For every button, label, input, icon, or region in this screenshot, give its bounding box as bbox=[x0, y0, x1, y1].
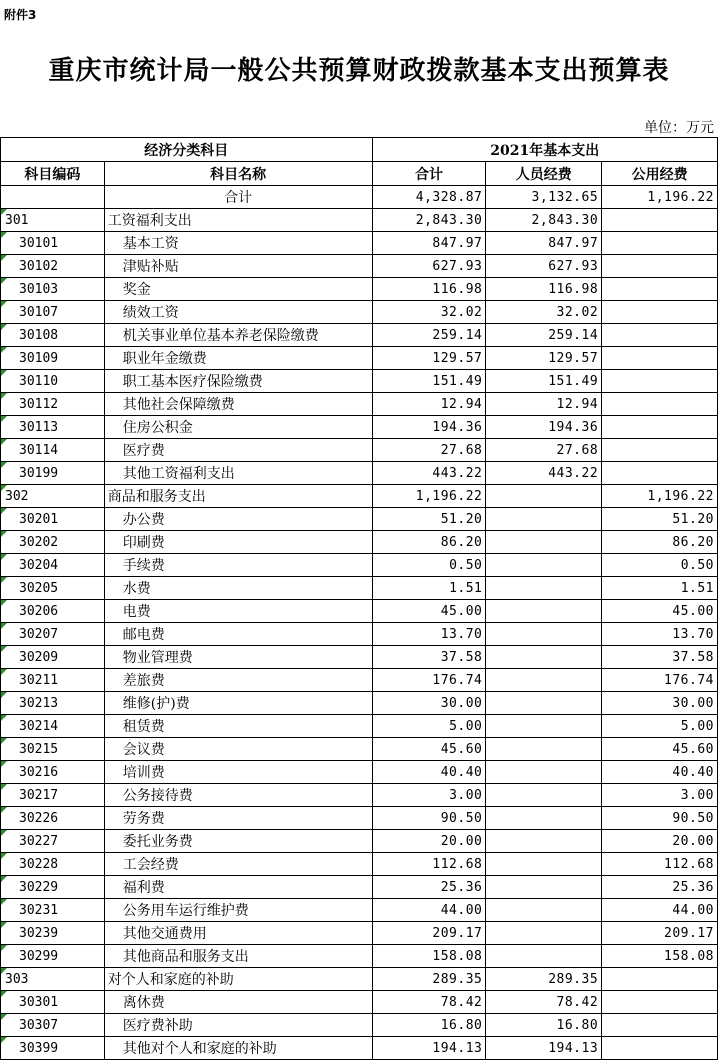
header-year-basic: 2021年基本支出 bbox=[372, 138, 717, 162]
cell-marker-icon bbox=[1, 807, 7, 813]
total-personnel: 3,132.65 bbox=[486, 186, 602, 209]
row-name: 培训费 bbox=[104, 761, 372, 784]
row-name: 公务接待费 bbox=[104, 784, 372, 807]
row-total: 44.00 bbox=[372, 899, 486, 922]
row-personnel bbox=[486, 807, 602, 830]
cell-marker-icon bbox=[1, 738, 7, 744]
row-public: 40.40 bbox=[602, 761, 718, 784]
table-row bbox=[1, 531, 718, 554]
row-total: 176.74 bbox=[372, 669, 486, 692]
row-public bbox=[602, 991, 718, 1014]
table-row bbox=[1, 715, 718, 738]
row-name: 绩效工资 bbox=[104, 301, 372, 324]
table-row bbox=[1, 462, 718, 485]
row-public bbox=[602, 416, 718, 439]
table-row bbox=[1, 554, 718, 577]
row-public: 20.00 bbox=[602, 830, 718, 853]
table-row bbox=[1, 623, 718, 646]
row-public bbox=[602, 301, 718, 324]
row-total: 289.35 bbox=[372, 968, 486, 991]
row-public: 209.17 bbox=[602, 922, 718, 945]
row-personnel: 27.68 bbox=[486, 439, 602, 462]
table-row bbox=[1, 922, 718, 945]
cell-marker-icon bbox=[1, 669, 7, 675]
row-personnel: 78.42 bbox=[486, 991, 602, 1014]
row-personnel bbox=[486, 738, 602, 761]
row-public: 1,196.22 bbox=[602, 485, 718, 508]
row-name: 职工基本医疗保险缴费 bbox=[104, 370, 372, 393]
row-name: 会议费 bbox=[104, 738, 372, 761]
row-personnel: 847.97 bbox=[486, 232, 602, 255]
row-total: 51.20 bbox=[372, 508, 486, 531]
row-code: 30205 bbox=[1, 577, 105, 600]
row-code: 30231 bbox=[1, 899, 105, 922]
row-name: 委托业务费 bbox=[104, 830, 372, 853]
row-code: 30199 bbox=[1, 462, 105, 485]
row-public: 37.58 bbox=[602, 646, 718, 669]
row-public bbox=[602, 255, 718, 278]
row-personnel: 627.93 bbox=[486, 255, 602, 278]
table-row bbox=[1, 416, 718, 439]
table-row bbox=[1, 945, 718, 968]
row-code: 30301 bbox=[1, 991, 105, 1014]
row-total: 20.00 bbox=[372, 830, 486, 853]
row-personnel: 259.14 bbox=[486, 324, 602, 347]
row-name: 其他交通费用 bbox=[104, 922, 372, 945]
cell-marker-icon bbox=[1, 991, 7, 997]
row-total: 40.40 bbox=[372, 761, 486, 784]
row-code: 30107 bbox=[1, 301, 105, 324]
row-public: 90.50 bbox=[602, 807, 718, 830]
row-code: 30113 bbox=[1, 416, 105, 439]
cell-marker-icon bbox=[1, 899, 7, 905]
table-row bbox=[1, 669, 718, 692]
row-personnel bbox=[486, 876, 602, 899]
cell-marker-icon bbox=[1, 968, 7, 974]
cell-marker-icon bbox=[1, 922, 7, 928]
row-code: 30110 bbox=[1, 370, 105, 393]
row-public: 1.51 bbox=[602, 577, 718, 600]
row-code: 30103 bbox=[1, 278, 105, 301]
table-row bbox=[1, 853, 718, 876]
cell-marker-icon bbox=[1, 278, 7, 284]
cell-marker-icon bbox=[1, 1037, 7, 1043]
cell-marker-icon bbox=[1, 301, 7, 307]
row-total: 627.93 bbox=[372, 255, 486, 278]
table-row bbox=[1, 991, 718, 1014]
cell-marker-icon bbox=[1, 439, 7, 445]
row-public: 158.08 bbox=[602, 945, 718, 968]
cell-marker-icon bbox=[1, 508, 7, 514]
table-row bbox=[1, 692, 718, 715]
table-row bbox=[1, 232, 718, 255]
table-row bbox=[1, 508, 718, 531]
header-personnel: 人员经费 bbox=[486, 162, 602, 186]
row-public bbox=[602, 1014, 718, 1037]
table-row bbox=[1, 738, 718, 761]
table-row bbox=[1, 899, 718, 922]
row-name: 工会经费 bbox=[104, 853, 372, 876]
row-code: 30112 bbox=[1, 393, 105, 416]
row-name: 物业管理费 bbox=[104, 646, 372, 669]
cell-marker-icon bbox=[1, 577, 7, 583]
row-name: 工资福利支出 bbox=[104, 209, 372, 232]
row-personnel bbox=[486, 830, 602, 853]
row-total: 27.68 bbox=[372, 439, 486, 462]
cell-marker-icon bbox=[1, 715, 7, 721]
total-code-cell bbox=[1, 186, 105, 209]
row-total: 25.36 bbox=[372, 876, 486, 899]
row-name: 奖金 bbox=[104, 278, 372, 301]
row-code: 30207 bbox=[1, 623, 105, 646]
header-row-1 bbox=[1, 138, 718, 162]
row-name: 住房公积金 bbox=[104, 416, 372, 439]
row-total: 1,196.22 bbox=[372, 485, 486, 508]
row-public: 176.74 bbox=[602, 669, 718, 692]
row-code: 30226 bbox=[1, 807, 105, 830]
row-total: 209.17 bbox=[372, 922, 486, 945]
row-name: 手续费 bbox=[104, 554, 372, 577]
row-personnel bbox=[486, 853, 602, 876]
table-row bbox=[1, 600, 718, 623]
row-name: 基本工资 bbox=[104, 232, 372, 255]
table-row bbox=[1, 830, 718, 853]
row-total: 847.97 bbox=[372, 232, 486, 255]
cell-marker-icon bbox=[1, 876, 7, 882]
cell-marker-icon bbox=[1, 393, 7, 399]
cell-marker-icon bbox=[1, 416, 7, 422]
cell-marker-icon bbox=[1, 255, 7, 261]
row-code: 30307 bbox=[1, 1014, 105, 1037]
row-total: 0.50 bbox=[372, 554, 486, 577]
cell-marker-icon bbox=[1, 485, 7, 491]
row-public bbox=[602, 1037, 718, 1060]
row-total: 151.49 bbox=[372, 370, 486, 393]
row-personnel bbox=[486, 784, 602, 807]
row-public: 0.50 bbox=[602, 554, 718, 577]
row-name: 维修(护)费 bbox=[104, 692, 372, 715]
header-total: 合计 bbox=[372, 162, 486, 186]
row-personnel: 12.94 bbox=[486, 393, 602, 416]
row-code: 30228 bbox=[1, 853, 105, 876]
table-row bbox=[1, 439, 718, 462]
row-public bbox=[602, 324, 718, 347]
cell-marker-icon bbox=[1, 324, 7, 330]
table-row bbox=[1, 324, 718, 347]
cell-marker-icon bbox=[1, 761, 7, 767]
row-code: 30204 bbox=[1, 554, 105, 577]
total-label: 合计 bbox=[104, 186, 372, 209]
row-total: 45.00 bbox=[372, 600, 486, 623]
row-total: 90.50 bbox=[372, 807, 486, 830]
row-code: 30215 bbox=[1, 738, 105, 761]
table-row bbox=[1, 209, 718, 232]
row-public bbox=[602, 462, 718, 485]
row-personnel bbox=[486, 508, 602, 531]
row-public: 25.36 bbox=[602, 876, 718, 899]
row-public: 13.70 bbox=[602, 623, 718, 646]
total-public: 1,196.22 bbox=[602, 186, 718, 209]
table-row bbox=[1, 255, 718, 278]
row-public: 5.00 bbox=[602, 715, 718, 738]
row-total: 2,843.30 bbox=[372, 209, 486, 232]
row-personnel bbox=[486, 922, 602, 945]
row-code: 30109 bbox=[1, 347, 105, 370]
row-total: 78.42 bbox=[372, 991, 486, 1014]
row-personnel: 16.80 bbox=[486, 1014, 602, 1037]
table-row bbox=[1, 876, 718, 899]
row-personnel: 289.35 bbox=[486, 968, 602, 991]
row-code: 30214 bbox=[1, 715, 105, 738]
header-row-2 bbox=[1, 162, 718, 186]
row-public: 30.00 bbox=[602, 692, 718, 715]
row-total: 158.08 bbox=[372, 945, 486, 968]
cell-marker-icon bbox=[1, 462, 7, 468]
table-row bbox=[1, 968, 718, 991]
cell-marker-icon bbox=[1, 646, 7, 652]
row-total: 194.36 bbox=[372, 416, 486, 439]
row-public bbox=[602, 968, 718, 991]
row-total: 443.22 bbox=[372, 462, 486, 485]
row-name: 劳务费 bbox=[104, 807, 372, 830]
cell-marker-icon bbox=[1, 853, 7, 859]
row-name: 公务用车运行维护费 bbox=[104, 899, 372, 922]
row-code: 30101 bbox=[1, 232, 105, 255]
row-total: 13.70 bbox=[372, 623, 486, 646]
row-code: 30239 bbox=[1, 922, 105, 945]
row-code: 30217 bbox=[1, 784, 105, 807]
row-personnel: 443.22 bbox=[486, 462, 602, 485]
row-name: 其他对个人和家庭的补助 bbox=[104, 1037, 372, 1060]
row-personnel: 129.57 bbox=[486, 347, 602, 370]
row-total: 30.00 bbox=[372, 692, 486, 715]
row-name: 福利费 bbox=[104, 876, 372, 899]
row-code: 30114 bbox=[1, 439, 105, 462]
row-name: 机关事业单位基本养老保险缴费 bbox=[104, 324, 372, 347]
row-name: 办公费 bbox=[104, 508, 372, 531]
row-name: 其他工资福利支出 bbox=[104, 462, 372, 485]
page-title: 重庆市统计局一般公共预算财政拨款基本支出预算表 bbox=[48, 56, 670, 86]
unit-label: 单位：万元 bbox=[644, 120, 714, 136]
row-public: 3.00 bbox=[602, 784, 718, 807]
row-total: 112.68 bbox=[372, 853, 486, 876]
row-name: 津贴补贴 bbox=[104, 255, 372, 278]
row-personnel bbox=[486, 600, 602, 623]
row-code: 30227 bbox=[1, 830, 105, 853]
row-total: 194.13 bbox=[372, 1037, 486, 1060]
row-personnel bbox=[486, 692, 602, 715]
table-row bbox=[1, 761, 718, 784]
table-row bbox=[1, 485, 718, 508]
table-row bbox=[1, 807, 718, 830]
row-code: 30201 bbox=[1, 508, 105, 531]
row-code: 302 bbox=[1, 485, 105, 508]
row-name: 电费 bbox=[104, 600, 372, 623]
row-personnel bbox=[486, 669, 602, 692]
row-code: 30211 bbox=[1, 669, 105, 692]
row-personnel bbox=[486, 761, 602, 784]
row-code: 30299 bbox=[1, 945, 105, 968]
row-code: 30108 bbox=[1, 324, 105, 347]
table-row bbox=[1, 347, 718, 370]
row-personnel bbox=[486, 485, 602, 508]
row-public: 44.00 bbox=[602, 899, 718, 922]
row-public: 86.20 bbox=[602, 531, 718, 554]
table-row bbox=[1, 646, 718, 669]
row-personnel: 2,843.30 bbox=[486, 209, 602, 232]
row-total: 37.58 bbox=[372, 646, 486, 669]
table-row bbox=[1, 784, 718, 807]
row-code: 30213 bbox=[1, 692, 105, 715]
budget-table bbox=[0, 137, 718, 1060]
row-name: 租赁费 bbox=[104, 715, 372, 738]
cell-marker-icon bbox=[1, 623, 7, 629]
row-name: 职业年金缴费 bbox=[104, 347, 372, 370]
table-row bbox=[1, 577, 718, 600]
header-name: 科目名称 bbox=[104, 162, 372, 186]
row-personnel: 32.02 bbox=[486, 301, 602, 324]
row-total: 1.51 bbox=[372, 577, 486, 600]
row-code: 30202 bbox=[1, 531, 105, 554]
row-total: 16.80 bbox=[372, 1014, 486, 1037]
row-code: 30206 bbox=[1, 600, 105, 623]
row-code: 30209 bbox=[1, 646, 105, 669]
row-code: 303 bbox=[1, 968, 105, 991]
row-total: 116.98 bbox=[372, 278, 486, 301]
row-personnel bbox=[486, 899, 602, 922]
row-public: 45.60 bbox=[602, 738, 718, 761]
row-code: 301 bbox=[1, 209, 105, 232]
table-row bbox=[1, 1037, 718, 1060]
row-personnel: 194.36 bbox=[486, 416, 602, 439]
row-code: 30216 bbox=[1, 761, 105, 784]
row-public bbox=[602, 439, 718, 462]
row-personnel bbox=[486, 554, 602, 577]
row-name: 印刷费 bbox=[104, 531, 372, 554]
total-sum: 4,328.87 bbox=[372, 186, 486, 209]
row-code: 30399 bbox=[1, 1037, 105, 1060]
row-name: 商品和服务支出 bbox=[104, 485, 372, 508]
row-name: 其他社会保障缴费 bbox=[104, 393, 372, 416]
row-total: 129.57 bbox=[372, 347, 486, 370]
attachment-label: 附件3 bbox=[4, 8, 37, 22]
cell-marker-icon bbox=[1, 692, 7, 698]
cell-marker-icon bbox=[1, 784, 7, 790]
cell-marker-icon bbox=[1, 945, 7, 951]
row-public bbox=[602, 370, 718, 393]
table-row bbox=[1, 301, 718, 324]
row-personnel bbox=[486, 646, 602, 669]
cell-marker-icon bbox=[1, 209, 7, 215]
table-row bbox=[1, 393, 718, 416]
row-total: 45.60 bbox=[372, 738, 486, 761]
row-name: 水费 bbox=[104, 577, 372, 600]
header-econ-class: 经济分类科目 bbox=[1, 138, 373, 162]
cell-marker-icon bbox=[1, 600, 7, 606]
table-row bbox=[1, 370, 718, 393]
table-row bbox=[1, 1014, 718, 1037]
header-code: 科目编码 bbox=[1, 162, 105, 186]
cell-marker-icon bbox=[1, 554, 7, 560]
row-personnel bbox=[486, 577, 602, 600]
cell-marker-icon bbox=[1, 370, 7, 376]
row-name: 医疗费补助 bbox=[104, 1014, 372, 1037]
total-row bbox=[1, 186, 718, 209]
row-public: 51.20 bbox=[602, 508, 718, 531]
row-code: 30102 bbox=[1, 255, 105, 278]
header-public: 公用经费 bbox=[602, 162, 718, 186]
row-public bbox=[602, 278, 718, 301]
row-name: 离休费 bbox=[104, 991, 372, 1014]
row-total: 32.02 bbox=[372, 301, 486, 324]
row-name: 医疗费 bbox=[104, 439, 372, 462]
row-total: 3.00 bbox=[372, 784, 486, 807]
row-personnel: 116.98 bbox=[486, 278, 602, 301]
row-public: 45.00 bbox=[602, 600, 718, 623]
row-personnel bbox=[486, 531, 602, 554]
row-total: 5.00 bbox=[372, 715, 486, 738]
row-code: 30229 bbox=[1, 876, 105, 899]
cell-marker-icon bbox=[1, 1014, 7, 1020]
row-personnel bbox=[486, 623, 602, 646]
row-public bbox=[602, 209, 718, 232]
cell-marker-icon bbox=[1, 347, 7, 353]
row-personnel bbox=[486, 715, 602, 738]
row-name: 邮电费 bbox=[104, 623, 372, 646]
row-public bbox=[602, 232, 718, 255]
row-personnel: 194.13 bbox=[486, 1037, 602, 1060]
row-personnel: 151.49 bbox=[486, 370, 602, 393]
row-name: 其他商品和服务支出 bbox=[104, 945, 372, 968]
cell-marker-icon bbox=[1, 830, 7, 836]
row-public bbox=[602, 347, 718, 370]
cell-marker-icon bbox=[1, 531, 7, 537]
row-public: 112.68 bbox=[602, 853, 718, 876]
row-total: 12.94 bbox=[372, 393, 486, 416]
row-name: 对个人和家庭的补助 bbox=[104, 968, 372, 991]
row-total: 86.20 bbox=[372, 531, 486, 554]
cell-marker-icon bbox=[1, 232, 7, 238]
row-personnel bbox=[486, 945, 602, 968]
row-name: 差旅费 bbox=[104, 669, 372, 692]
row-total: 259.14 bbox=[372, 324, 486, 347]
row-public bbox=[602, 393, 718, 416]
table-row bbox=[1, 278, 718, 301]
